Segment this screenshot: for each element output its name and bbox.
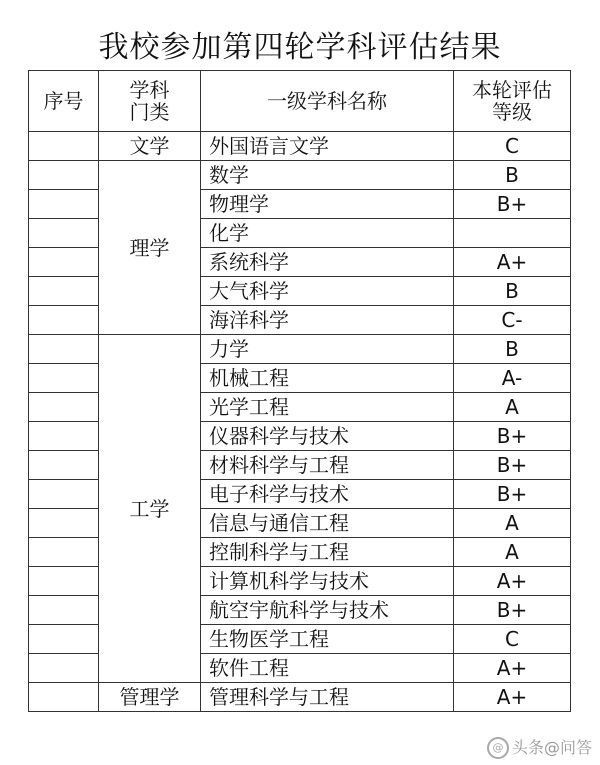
- table-row: [29, 132, 571, 161]
- toutiao-logo-icon: @: [487, 737, 509, 759]
- row-discipline: 仪器科学与技术: [201, 422, 454, 451]
- watermark-text: 头条@问答: [511, 737, 592, 757]
- header-category: [99, 71, 201, 132]
- page-title: 我校参加第四轮学科评估结果: [98, 30, 502, 65]
- row-discipline: 软件工程: [201, 654, 454, 683]
- row-discipline: 控制科学与工程: [201, 538, 454, 567]
- row-discipline: 材料科学与工程: [201, 451, 454, 480]
- row-grade: A+: [454, 567, 571, 596]
- row-discipline: 生物医学工程: [201, 625, 454, 654]
- row-discipline: 计算机科学与技术: [201, 567, 454, 596]
- table-row: [29, 161, 571, 190]
- row-discipline: 海洋科学: [201, 306, 454, 335]
- row-discipline: 化学: [201, 219, 454, 248]
- row-grade: A: [454, 393, 571, 422]
- row-grade: A+: [454, 248, 571, 277]
- row-grade: C: [454, 132, 571, 161]
- header-category-line1: 学科: [129, 78, 170, 102]
- row-grade: C: [454, 625, 571, 654]
- row-index: [29, 596, 99, 625]
- row-index: [29, 509, 99, 538]
- table-row: [29, 683, 571, 712]
- header-category-line2: 门类: [129, 100, 170, 124]
- row-category: 理学: [99, 161, 201, 335]
- row-index: [29, 277, 99, 306]
- row-grade: B+: [454, 422, 571, 451]
- row-grade: A: [454, 509, 571, 538]
- row-index: [29, 422, 99, 451]
- row-grade: A: [454, 538, 571, 567]
- watermark: [487, 735, 592, 760]
- row-index: [29, 567, 99, 596]
- row-index: [29, 132, 99, 161]
- row-grade: C-: [454, 306, 571, 335]
- row-grade: B+: [454, 451, 571, 480]
- row-index: [29, 190, 99, 219]
- row-index: [29, 538, 99, 567]
- row-index: [29, 683, 99, 712]
- row-index: [29, 625, 99, 654]
- row-discipline: 系统科学: [201, 248, 454, 277]
- row-grade: A+: [454, 683, 571, 712]
- row-index: [29, 161, 99, 190]
- table-header-row: [29, 71, 571, 132]
- row-grade: B: [454, 161, 571, 190]
- row-discipline: 电子科学与技术: [201, 480, 454, 509]
- row-category: 工学: [99, 335, 201, 683]
- header-grade-line2: 等级: [492, 100, 532, 124]
- row-index: [29, 335, 99, 364]
- row-discipline: 外国语言文学: [201, 132, 454, 161]
- table-row: [29, 335, 571, 364]
- row-index: [29, 248, 99, 277]
- row-grade: B: [454, 335, 571, 364]
- row-index: [29, 654, 99, 683]
- row-grade: B: [454, 277, 571, 306]
- header-grade-line1: 本轮评估: [472, 78, 552, 102]
- header-discipline: 一级学科名称: [201, 71, 454, 132]
- row-grade: A-: [454, 364, 571, 393]
- row-category: 文学: [99, 132, 201, 161]
- row-discipline: 大气科学: [201, 277, 454, 306]
- row-index: [29, 306, 99, 335]
- row-discipline: 信息与通信工程: [201, 509, 454, 538]
- header-grade: [454, 71, 571, 132]
- row-grade: A+: [454, 654, 571, 683]
- row-discipline: 航空宇航科学与技术: [201, 596, 454, 625]
- row-grade: [454, 219, 571, 248]
- row-index: [29, 219, 99, 248]
- row-discipline: 物理学: [201, 190, 454, 219]
- row-index: [29, 393, 99, 422]
- header-index: 序号: [29, 71, 99, 132]
- row-discipline: 力学: [201, 335, 454, 364]
- row-grade: B+: [454, 480, 571, 509]
- row-category: 管理学: [99, 683, 201, 712]
- row-index: [29, 451, 99, 480]
- row-discipline: 数学: [201, 161, 454, 190]
- row-discipline: 光学工程: [201, 393, 454, 422]
- row-grade: B+: [454, 190, 571, 219]
- row-grade: B+: [454, 596, 571, 625]
- evaluation-table: [28, 70, 571, 712]
- row-discipline: 管理科学与工程: [201, 683, 454, 712]
- row-index: [29, 480, 99, 509]
- row-discipline: 机械工程: [201, 364, 454, 393]
- row-index: [29, 364, 99, 393]
